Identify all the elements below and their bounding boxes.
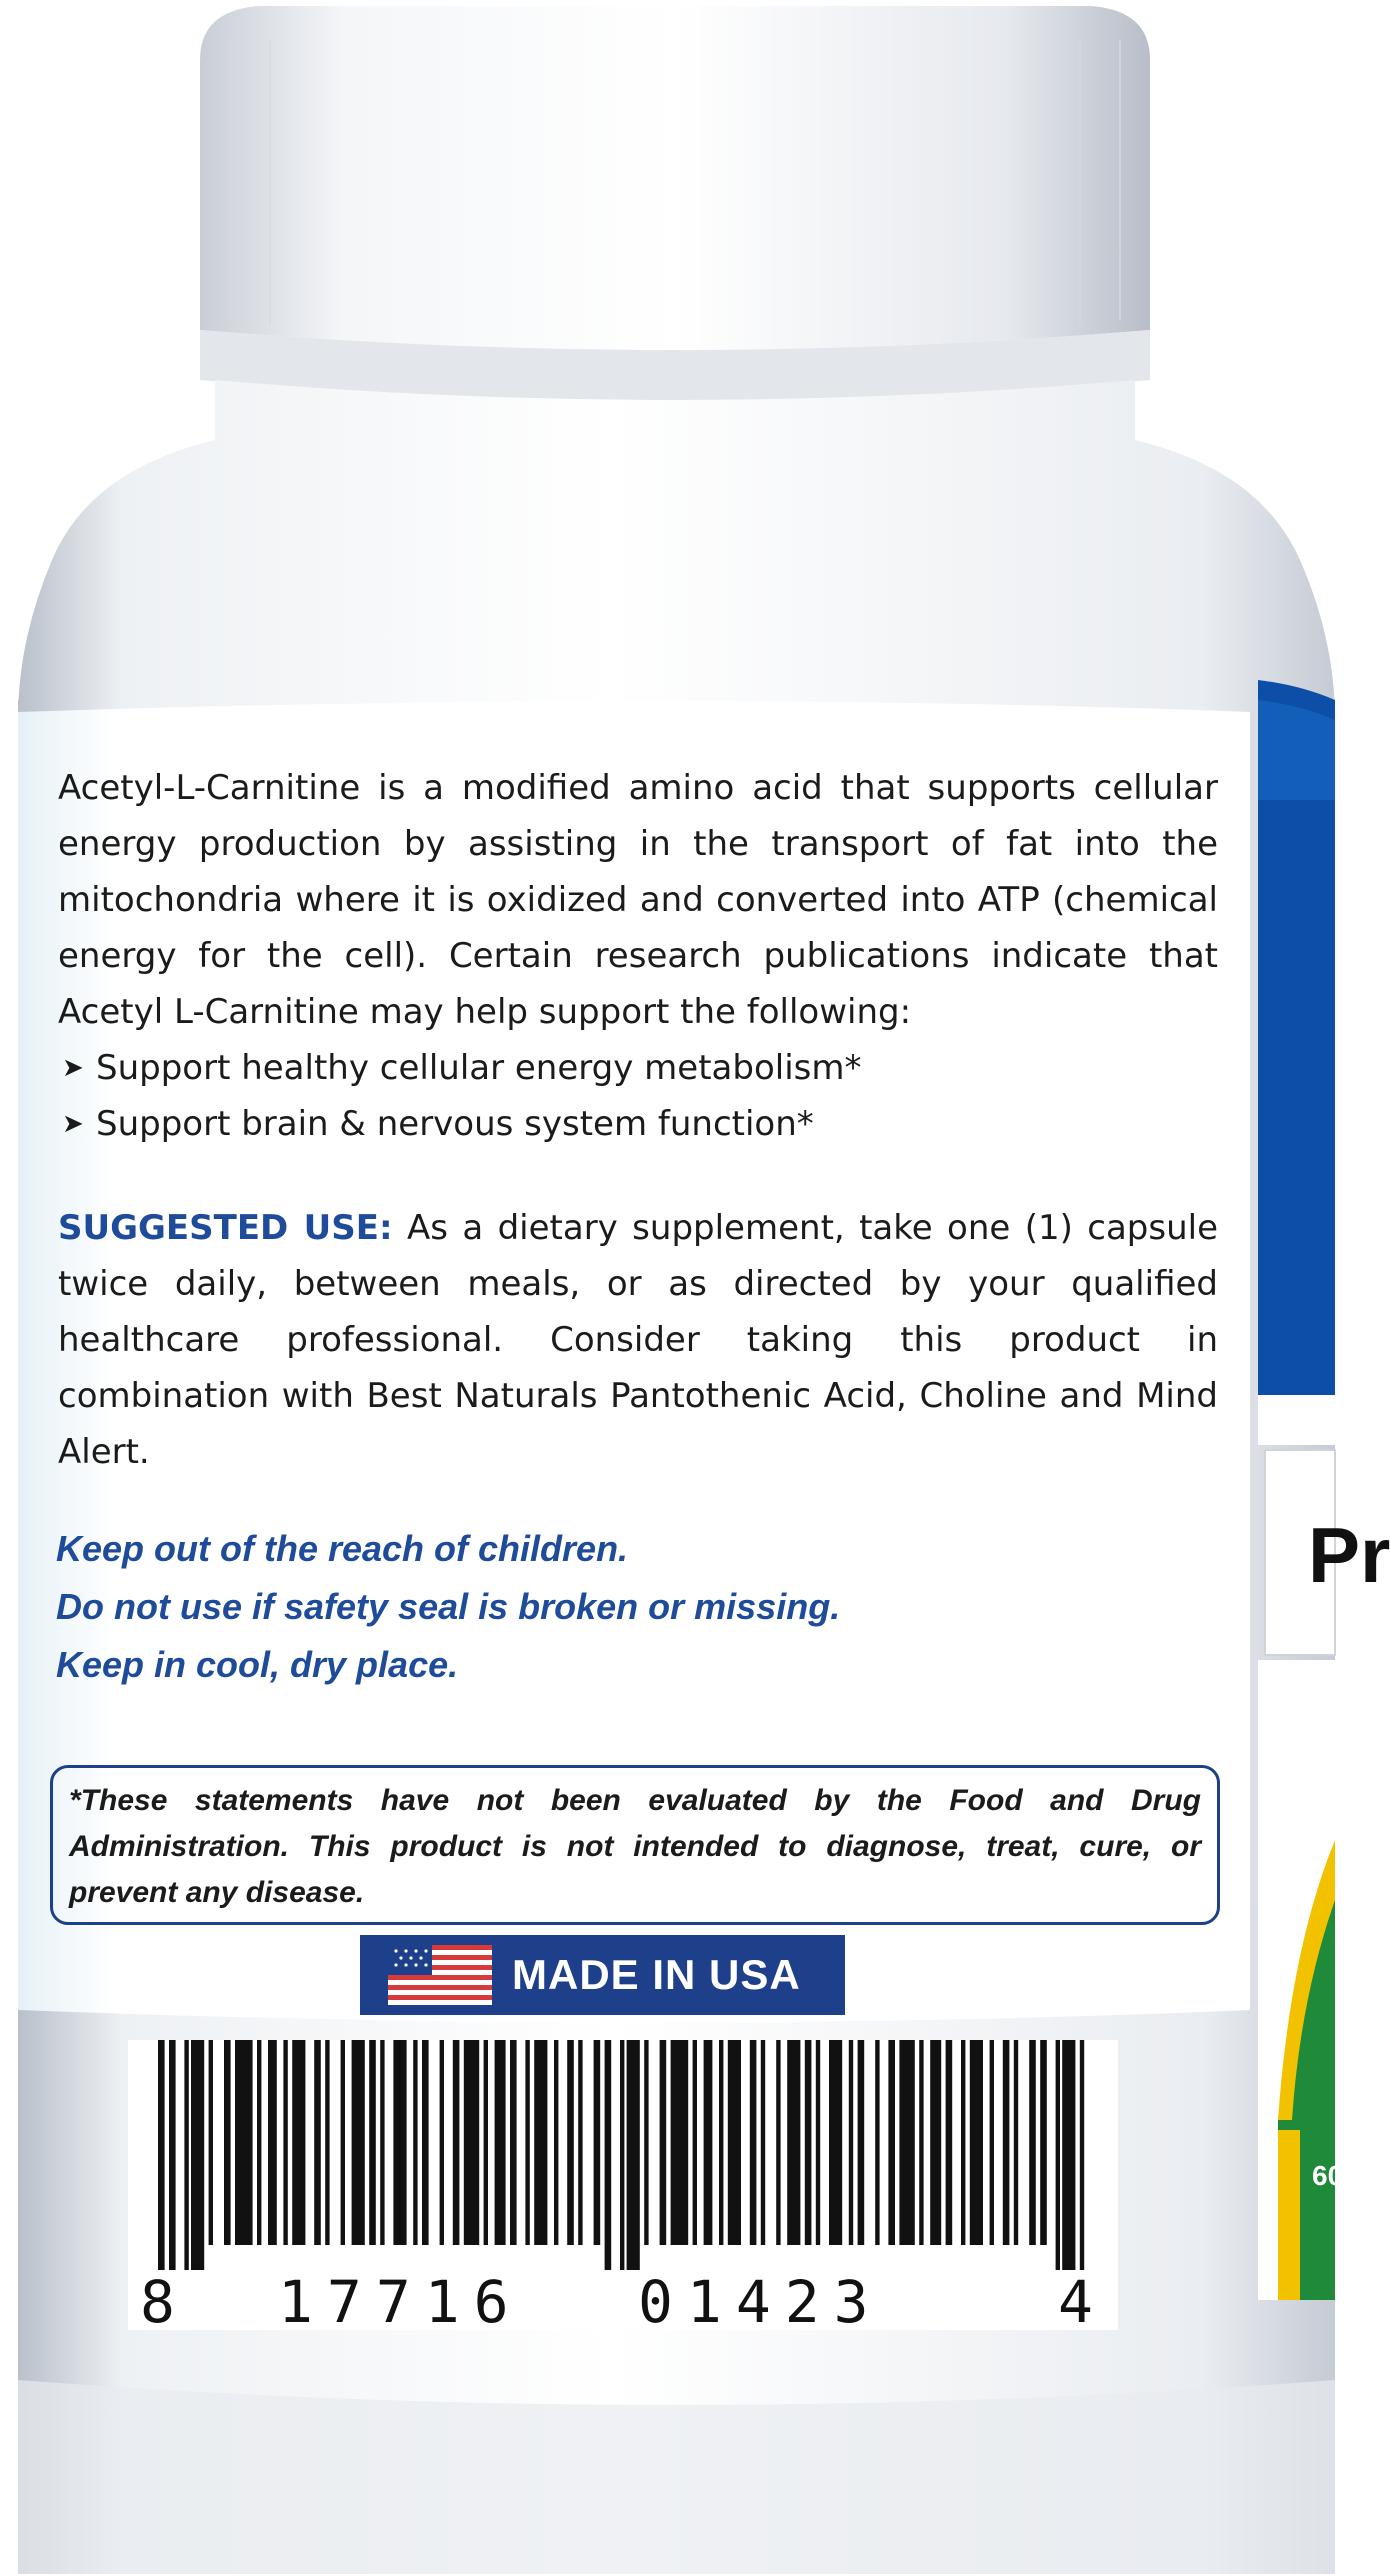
barcode-bar	[1040, 2040, 1047, 2245]
barcode-bar	[393, 2040, 406, 2245]
barcode-bar	[283, 2040, 287, 2245]
barcode-digit-group: 8	[140, 2268, 175, 2336]
barcode-digit-group: 01423	[638, 2268, 883, 2336]
barcode-bar	[314, 2040, 321, 2245]
barcode-bar	[899, 2040, 914, 2245]
fda-disclaimer-box	[50, 1765, 1220, 1925]
barcode-bar	[671, 2040, 689, 2245]
barcode-bar	[605, 2040, 612, 2270]
barcode-bar	[946, 2040, 953, 2245]
barcode-bar	[235, 2040, 253, 2245]
barcode-bar	[728, 2040, 741, 2245]
barcode-bar	[380, 2040, 384, 2245]
barcode-bar	[1056, 2040, 1060, 2270]
barcode-bar	[805, 2040, 812, 2245]
barcode-bar	[224, 2040, 231, 2245]
barcode-bar	[464, 2040, 479, 2245]
barcode-bar	[970, 2040, 983, 2245]
barcode-bar	[440, 2040, 444, 2245]
barcode-bar	[1003, 2040, 1010, 2245]
barcode-bar	[352, 2040, 365, 2245]
barcode-bar	[930, 2040, 941, 2245]
warning-seal: Do not use if safety seal is broken or missing.	[56, 1586, 841, 1627]
product-description	[58, 760, 1218, 1152]
barcode-bar	[620, 2040, 624, 2270]
warning-children: Keep out of the reach of children.	[56, 1528, 629, 1569]
barcode-bar	[257, 2040, 261, 2245]
benefit-item: ➤ Support healthy cellular energy metabolism*	[58, 1040, 1218, 1096]
bottle-cap	[200, 6, 1150, 400]
barcode-bar	[961, 2040, 965, 2245]
barcode-bar	[990, 2040, 994, 2245]
barcode-bar	[484, 2040, 488, 2245]
barcode-bar	[578, 2040, 582, 2245]
barcode-bar	[268, 2040, 277, 2245]
barcode-bar	[184, 2040, 188, 2270]
barcode-bar	[453, 2040, 460, 2245]
barcode-bar	[554, 2040, 558, 2245]
barcode-bar	[644, 2040, 648, 2245]
barcode-bar	[761, 2040, 765, 2245]
barcode-bar	[919, 2040, 923, 2245]
barcode-bar	[169, 2040, 176, 2270]
warning-storage: Keep in cool, dry place.	[56, 1644, 459, 1685]
front-label-title-fragment: Pr	[1308, 1511, 1390, 1599]
barcode-bar	[1029, 2040, 1036, 2245]
barcode-bar	[525, 2040, 529, 2245]
barcode-bar	[816, 2040, 820, 2245]
barcode-digit-group: 4	[1058, 2268, 1093, 2336]
barcode-bar	[209, 2040, 213, 2245]
barcode-bars	[128, 2040, 1118, 2270]
barcode-bar	[158, 2040, 165, 2270]
barcode-bar	[858, 2040, 865, 2245]
barcode-bar	[594, 2040, 601, 2245]
chevron-right-icon: ➤	[62, 1109, 84, 1139]
barcode-bar	[191, 2040, 204, 2270]
front-label-edge	[1258, 680, 1335, 2300]
barcode-bar	[750, 2040, 757, 2245]
barcode-bar	[829, 2040, 842, 2245]
barcode-bar	[888, 2040, 895, 2245]
description-text: Acetyl-L-Carnitine is a modified amino acid that supports cellular energy production by assisting in the transport of fat into the mitochondria where it is oxidized and converted into ATP (chemical energy for the cell). Certain research publications indicate that Acetyl L-Carnitine may help support the following:	[58, 768, 1218, 1032]
barcode-bar	[1014, 2040, 1018, 2245]
barcode-bar	[341, 2040, 345, 2245]
fda-disclaimer-text: *These statements have not been evaluated by the Food and Drug Administration. This product is not intended to diagnose, treat, cure, or prevent any disease.	[69, 1784, 1201, 1909]
barcode-bar	[776, 2040, 780, 2245]
barcode-bar	[567, 2040, 574, 2245]
barcode-bar	[787, 2040, 800, 2245]
suggested-use	[58, 1200, 1218, 1480]
barcode-digits	[128, 2268, 1118, 2336]
barcode-bar	[292, 2040, 305, 2245]
made-in-usa-banner	[360, 1935, 845, 2015]
us-flag-icon	[388, 1945, 492, 2005]
barcode-bar	[534, 2040, 547, 2245]
barcode-bar	[693, 2040, 697, 2245]
barcode-bar	[1062, 2040, 1075, 2270]
barcode-bar	[627, 2040, 640, 2270]
barcode-bar	[510, 2040, 517, 2245]
barcode-bar	[369, 2040, 376, 2245]
chevron-right-icon: ➤	[62, 1053, 84, 1083]
barcode-bar	[849, 2040, 853, 2245]
barcode	[128, 2040, 1118, 2336]
barcode-bar	[325, 2040, 329, 2245]
barcode-bar	[495, 2040, 506, 2245]
barcode-digit-group: 17716	[278, 2268, 523, 2336]
made-in-usa-text: MADE IN USA	[512, 1951, 801, 1998]
barcode-bar	[422, 2040, 429, 2245]
warnings	[56, 1520, 1156, 1694]
front-label-count-fragment: 60	[1312, 2160, 1344, 2191]
benefit-item: ➤ Support brain & nervous system function*	[58, 1096, 1218, 1152]
barcode-bar	[719, 2040, 723, 2245]
benefit-list	[58, 1040, 1218, 1152]
barcode-bar	[704, 2040, 713, 2245]
barcode-bar	[413, 2040, 417, 2245]
suggested-use-heading: SUGGESTED USE:	[58, 1208, 393, 1248]
barcode-bar	[875, 2040, 879, 2245]
suggested-use-text: As a dietary supplement, take one (1) capsule twice daily, between meals, or as directed by your qualified healthcare professional. Consider taking this product in combination with Best Naturals Pantothenic Acid, Choline and Mind Alert.	[58, 1208, 1218, 1472]
barcode-bar	[660, 2040, 667, 2245]
barcode-bar	[1080, 2040, 1084, 2270]
